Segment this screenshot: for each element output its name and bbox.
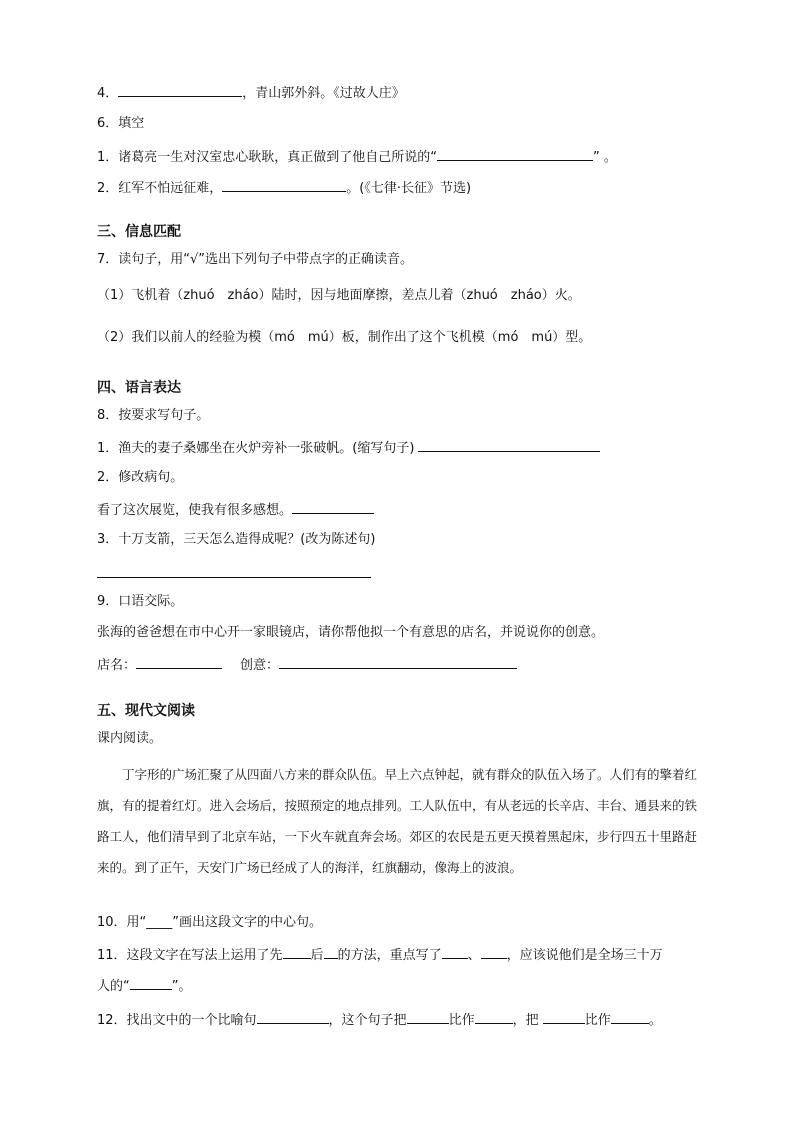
q10: 10．用“____”画出这段文字的中心句。 xyxy=(97,915,323,930)
q11-text-b: 后 xyxy=(310,948,324,963)
q12-text-d: ，把 xyxy=(512,1013,543,1028)
q6-title: 6．填空 xyxy=(97,116,145,131)
q11-blank-1[interactable] xyxy=(283,945,311,959)
q8-item2-sentence-text: 看了这次展览，使我有很多感想。 xyxy=(97,503,293,518)
q11-text-d: 、 xyxy=(467,948,481,963)
q8-item1 xyxy=(97,438,600,458)
q12-blank-4[interactable] xyxy=(543,1010,585,1024)
q12-blank-5[interactable] xyxy=(611,1010,649,1024)
q11-blank-5[interactable] xyxy=(130,976,172,990)
q6-item2 xyxy=(97,178,471,198)
q12-blank-3[interactable] xyxy=(475,1010,513,1024)
q11-text-f: 人的“ xyxy=(97,979,130,994)
q12-line xyxy=(97,1010,662,1030)
q6-item1-end: ” 。 xyxy=(593,150,617,165)
q8-item1-text: 1．渔夫的妻子桑娜坐在火炉旁补一张破帆。(缩写句子) xyxy=(97,441,415,456)
idea-blank[interactable] xyxy=(279,655,517,669)
q11-text-c: 的方法，重点写了 xyxy=(337,948,442,963)
q6-item1-blank[interactable] xyxy=(437,147,593,161)
q11-text-e: ，应该说他们是全场三十万 xyxy=(506,948,663,963)
q8-item3: 3．十万支箭，三天怎么造得成呢？(改为陈述句) xyxy=(97,532,376,547)
q6-item1-text: 1．诸葛亮一生对汉室忠心耿耿，真正做到了他自己所说的“ xyxy=(97,150,438,165)
section-5-heading: 五、现代文阅读 xyxy=(97,703,195,719)
q12-blank-2[interactable] xyxy=(407,1010,449,1024)
q4-number: 4． xyxy=(97,86,119,101)
q7-sentence-1: （1）飞机着（zhuó zháo）陆时，因与地面摩擦，差点儿着（zhuó zháo）火。 xyxy=(97,288,581,303)
q11-line2 xyxy=(97,976,192,996)
section-3-heading: 三、信息匹配 xyxy=(97,224,181,240)
q4-blank[interactable] xyxy=(118,83,242,97)
q8-item2-sentence xyxy=(97,500,374,520)
q12-text-b: ，这个句子把 xyxy=(328,1013,407,1028)
q11-blank-3[interactable] xyxy=(442,945,468,959)
shop-name-label: 店名： xyxy=(97,658,137,673)
q9-answer-row xyxy=(97,655,517,675)
q11-blank-2[interactable] xyxy=(324,945,338,959)
q4-line xyxy=(97,83,405,103)
q6-item2-end: 。(《七律·长征》节选) xyxy=(346,181,472,196)
q12-text-f: 。 xyxy=(648,1013,662,1028)
q4-text: ，青山郭外斜。《过故人庄》 xyxy=(242,86,405,101)
shop-name-blank[interactable] xyxy=(136,655,222,669)
q8-item3-answer-line[interactable] xyxy=(97,577,371,578)
q11-line1 xyxy=(97,945,663,965)
q6-item1 xyxy=(97,147,617,167)
q8-item2-blank[interactable] xyxy=(292,500,374,514)
q8-item1-blank[interactable] xyxy=(418,438,600,452)
q6-item2-text: 2．红军不怕远征难， xyxy=(97,181,223,196)
q9-text: 张海的爸爸想在市中心开一家眼镜店，请你帮他拟一个有意思的店名，并说说你的创意。 xyxy=(97,625,605,640)
section-4-heading: 四、语言表达 xyxy=(97,380,181,396)
q12-text-a: 12．找出文中的一个比喻句 xyxy=(97,1013,257,1028)
q8-prompt: 8．按要求写句子。 xyxy=(97,408,210,423)
q12-text-e: 比作 xyxy=(584,1013,611,1028)
q11-text-g: ”。 xyxy=(171,979,192,994)
q7-sentence-2: （2）我们以前人的经验为模（mó mú）板，制作出了这个飞机模（mó mú）型。 xyxy=(97,330,592,345)
q7-prompt: 7．读句子，用“√”选出下列句子中带点字的正确读音。 xyxy=(97,252,414,267)
idea-label: 创意： xyxy=(240,658,280,673)
q12-text-c: 比作 xyxy=(448,1013,475,1028)
reading-passage: 丁字形的广场汇聚了从四面八方来的群众队伍。早上六点钟起，就有群众的队伍入场了。人们有的擎着红旗，有的提着红灯。进入会场后，按照预定的地点排列。工人队伍中，有从老远的长辛店、丰台、通县来的铁路工人，他们清早到了北京车站，一下火车就直奔会场。郊区的农民是五更天摸着黑起床，步行四五十里路赶来的。到了正午，天安门广场已经成了人的海洋，红旗翻动，像海上的波浪。 xyxy=(97,767,698,875)
q9-prompt: 9．口语交际。 xyxy=(97,594,184,609)
q6-item2-blank[interactable] xyxy=(222,178,346,192)
q11-text-a: 11．这段文字在写法上运用了先 xyxy=(97,948,283,963)
q12-blank-1[interactable] xyxy=(257,1010,329,1024)
q11-blank-4[interactable] xyxy=(481,945,507,959)
section-5-sub: 课内阅读。 xyxy=(97,731,163,746)
q8-item2: 2．修改病句。 xyxy=(97,470,184,485)
